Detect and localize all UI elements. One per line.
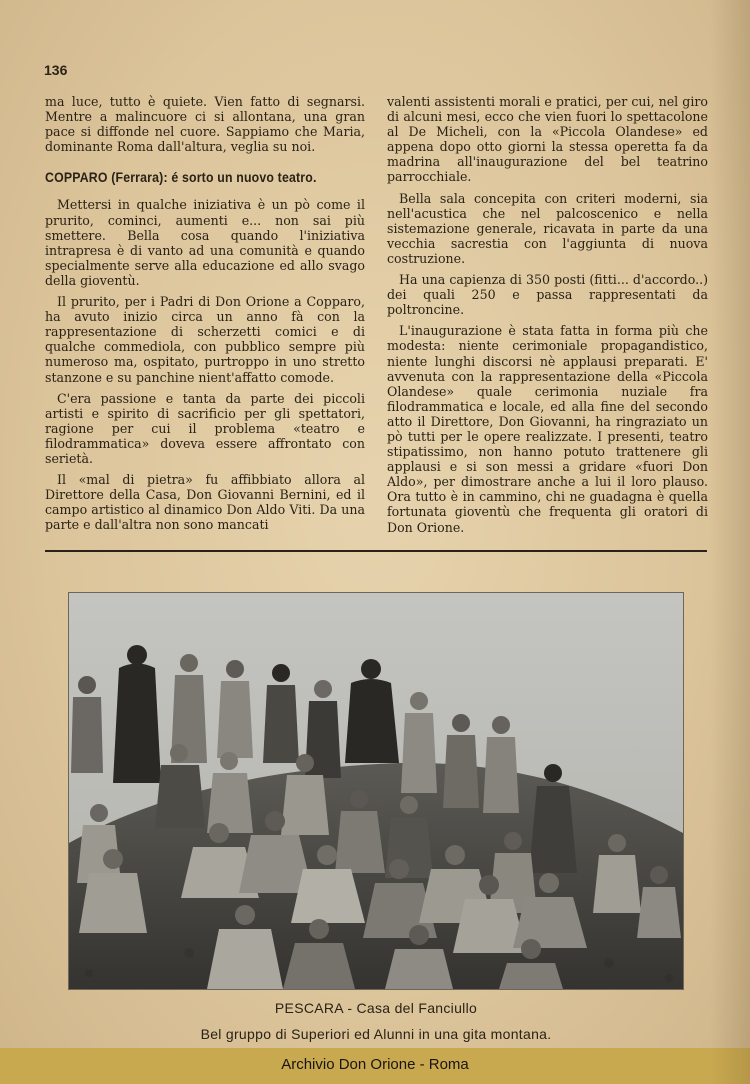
- right-column: [387, 94, 708, 541]
- article-heading: COPPARO (Ferrara): é sorto un nuovo teatro.: [45, 169, 317, 186]
- left-paragraph-4: Il «mal di pietra» fu affibbiato allora al Direttore della Casa, Don Giovanni Bernini, ed il campo artistico al dinamico Don Aldo Viti. Da una parte e dall'altra non sono mancati: [45, 472, 365, 533]
- group-photo: [68, 592, 684, 990]
- left-column: [45, 94, 365, 538]
- intro-paragraph: ma luce, tutto è quiete. Vien fatto di segnarsi. Mentre a malincuore ci si allontana, una gran pace si diffonde nel cuore. Sappiamo che Maria, dominante Roma dall'altura, veglia su noi.: [45, 94, 365, 155]
- right-paragraph-3: Ha una capienza di 350 posti (fitti... d'accordo..) dei quali 250 e passa rappresentati da poltroncine.: [387, 272, 708, 318]
- page-number: 136: [44, 62, 68, 78]
- photo-caption-location: PESCARA - Casa del Fanciullo: [274, 1000, 478, 1016]
- archive-label: Archivio Don Orione - Roma: [281, 1056, 469, 1073]
- section-divider: [45, 550, 707, 552]
- left-paragraph-2: Il prurito, per i Padri di Don Orione a Copparo, ha avuto inizio circa un anno fà con la rappresentazione di scherzetti comici e di qualche commediola, con pubblico sempre più numeroso ma, ospitato, purtroppo in uno stretto stanzone e su panchine nient'affatto comode.: [45, 294, 365, 385]
- left-paragraph-1: Mettersi in qualche iniziativa è un pò come il prurito, cominci, aumenti e... non sai più smettere. Bella cosa quando l'iniziativa intrapresa è di vanto ad una comunità e quando specialmente serve alla educazione ed allo svago della gioventù.: [45, 197, 365, 288]
- right-paragraph-1: valenti assistenti morali e pratici, per cui, nel giro di alcuni mesi, ecco che vien fuori lo spettacolone al De Micheli, con la «Piccola Olandese» ed appena dopo otto giorni la stessa operetta fa da madrina all'inaugurazione del bel teatrino parrocchiale.: [387, 94, 708, 185]
- group-photo-illustration: [69, 593, 683, 989]
- right-paragraph-4: L'inaugurazione è stata fatta in forma più che modesta: niente cerimoniale propagandistico, niente lunghi discorsi nè applausi preparati. E' avvenuta con la rappresentazione della «Piccola Olandese» quale cerimonia nuziale fra filodrammatica e locale, ed alla fine del secondo atto il Direttore, Don Giovanni, ha ringraziato un pò tutti per le opere realizzate. I presenti, teatro stipatissimo, non hanno potuto trattenere gli applausi e si son messi a gridare «fuori Don Aldo», per dimostrare anche a lui il loro plauso. Ora tutto è in cammino, chi ne guadagna è quella fortunata gioventù che frequenta gli oratori di Don Orione.: [387, 323, 708, 535]
- photo-caption-description: Bel gruppo di Superiori ed Alunni in una gita montana.: [200, 1026, 552, 1042]
- left-paragraph-3: C'era passione e tanta da parte dei piccoli artisti e spirito di sacrificio per gli spettatori, ragione per cui il problema «teatro e filodrammatica» doveva essere affrontato con serietà.: [45, 390, 365, 466]
- page-edge-shadow: [710, 0, 750, 1084]
- right-paragraph-2: Bella sala concepita con criteri moderni, sia nell'acustica che nel palcoscenico e nella sistemazione generale, ricavata in parte da una vecchia sacrestia con l'aggiunta di nuova costruzione.: [387, 190, 708, 266]
